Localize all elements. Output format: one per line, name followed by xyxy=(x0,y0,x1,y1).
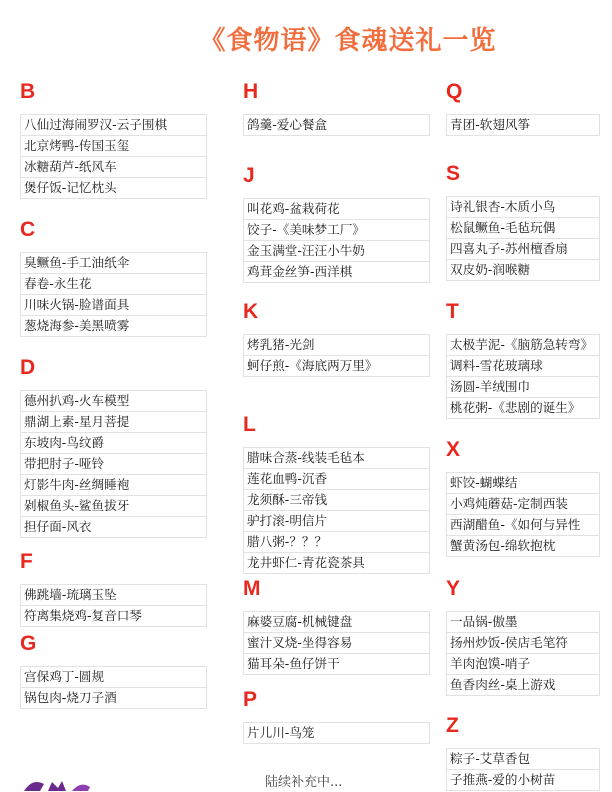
section-K xyxy=(243,300,430,377)
section-Y xyxy=(446,577,600,696)
list-item: 川味火锅-脸谱面具 xyxy=(21,295,206,316)
section-letter: Z xyxy=(446,714,459,737)
section-G xyxy=(20,632,207,709)
section-letter: Q xyxy=(446,80,463,103)
section-X xyxy=(446,438,600,557)
list-item: 粽子-艾草香包 xyxy=(447,749,599,770)
list-item: 鼎湖上素-星月菩提 xyxy=(21,412,206,433)
item-list xyxy=(446,196,600,281)
list-item: 德州扒鸡-火车模型 xyxy=(21,391,206,412)
list-item: 腊八粥-？？？ xyxy=(244,532,429,553)
item-list xyxy=(243,447,430,574)
item-list xyxy=(20,114,207,199)
list-item: 双皮奶-润喉糖 xyxy=(450,262,531,277)
list-item: 桃花粥-《悲剧的诞生》 xyxy=(450,400,581,415)
list-item: 带把肘子-哑铃 xyxy=(21,454,206,475)
list-item: 锅包肉-烧刀子酒 xyxy=(24,690,117,705)
section-letter: S xyxy=(446,162,461,185)
list-item: 烤乳猪-光剑 xyxy=(244,335,429,356)
list-item: 太极芋泥-《脑筋急转弯》 xyxy=(447,335,599,356)
item-list xyxy=(446,472,600,557)
section-S xyxy=(446,162,600,281)
section-letter: B xyxy=(20,80,36,103)
item-list xyxy=(446,114,600,136)
list-item: 扬州炒饭-侯店毛笔符 xyxy=(447,633,599,654)
footer-note: 陆续补充中... xyxy=(265,775,343,790)
list-item: 葱烧海参-美黑喷雾 xyxy=(24,318,130,333)
list-item: 蚵仔煎-《海底两万里》 xyxy=(247,358,378,373)
list-item: 猫耳朵-鱼仔饼干 xyxy=(247,656,340,671)
list-item: 虾饺-蝴蝶结 xyxy=(447,473,599,494)
item-list xyxy=(20,252,207,337)
section-letter: L xyxy=(243,413,256,436)
section-letter: M xyxy=(243,577,261,600)
section-letter: X xyxy=(446,438,461,461)
list-item: 蜜汁叉烧-坐得容易 xyxy=(244,633,429,654)
list-item: 鸽羹-爱心餐盒 xyxy=(247,117,328,132)
item-list xyxy=(243,198,430,283)
list-item: 东坡肉-鸟纹爵 xyxy=(21,433,206,454)
list-item: 剁椒鱼头-鲨鱼拔牙 xyxy=(21,496,206,517)
list-item: 一品锅-傲墨 xyxy=(447,612,599,633)
list-item: 腊味合蒸-线装毛毡本 xyxy=(244,448,429,469)
list-item: 佛跳墙-琉璃玉坠 xyxy=(21,585,206,606)
item-list xyxy=(20,390,207,538)
list-item: 符离集烧鸡-复音口琴 xyxy=(24,608,142,623)
list-item: 龙须酥-三帝钱 xyxy=(244,490,429,511)
section-letter: P xyxy=(243,688,258,711)
item-list xyxy=(446,611,600,696)
list-item: 片儿川-鸟笼 xyxy=(247,725,315,740)
list-item: 调料-雪花玻璃球 xyxy=(447,356,599,377)
list-item: 松鼠鳜鱼-毛毡玩偶 xyxy=(447,218,599,239)
list-item: 羊肉泡馍-哨子 xyxy=(447,654,599,675)
item-list xyxy=(446,334,600,419)
list-item: 煲仔饭-记忆枕头 xyxy=(24,180,117,195)
section-letter: Y xyxy=(446,577,461,600)
page-title: 《食物语》食魂送礼一览 xyxy=(199,26,497,56)
section-F xyxy=(20,550,207,627)
list-item: 四喜丸子-苏州檀香扇 xyxy=(447,239,599,260)
logo-icon xyxy=(22,778,142,792)
list-item: 叫花鸡-盆栽荷花 xyxy=(244,199,429,220)
section-Z xyxy=(446,714,600,791)
section-H xyxy=(243,80,430,136)
list-item: 子推燕-爱的小树苗 xyxy=(450,772,556,787)
section-letter: H xyxy=(243,80,259,103)
list-item: 龙井虾仁-青花瓷茶具 xyxy=(247,555,365,570)
list-item: 臭鳜鱼-手工油纸伞 xyxy=(21,253,206,274)
item-list xyxy=(243,722,430,744)
section-L xyxy=(243,413,430,574)
item-list xyxy=(243,334,430,377)
list-item: 驴打滚-明信片 xyxy=(244,511,429,532)
list-item: 八仙过海闹罗汉-云子围棋 xyxy=(21,115,206,136)
section-M xyxy=(243,577,430,675)
item-list xyxy=(243,114,430,136)
section-Q xyxy=(446,80,600,136)
list-item: 小鸡炖蘑菇-定制西装 xyxy=(447,494,599,515)
list-item: 宫保鸡丁-圆规 xyxy=(21,667,206,688)
section-letter: C xyxy=(20,218,36,241)
item-list xyxy=(446,748,600,791)
list-item: 青团-软翅风筝 xyxy=(450,117,531,132)
section-letter: J xyxy=(243,164,255,187)
list-item: 麻婆豆腐-机械键盘 xyxy=(244,612,429,633)
list-item: 饺子-《美味梦工厂》 xyxy=(244,220,429,241)
list-item: 春卷-永生花 xyxy=(21,274,206,295)
section-C xyxy=(20,218,207,337)
list-item: 北京烤鸭-传国玉玺 xyxy=(21,136,206,157)
list-item: 灯影牛肉-丝绸睡袍 xyxy=(21,475,206,496)
list-item: 汤圆-羊绒围巾 xyxy=(447,377,599,398)
item-list xyxy=(20,666,207,709)
list-item: 西湖醋鱼-《如何与异性 xyxy=(447,515,599,536)
section-letter: F xyxy=(20,550,33,573)
list-item: 冰糖葫芦-纸风车 xyxy=(21,157,206,178)
list-item: 鱼香肉丝-桌上游戏 xyxy=(450,677,556,692)
item-list xyxy=(20,584,207,627)
list-item: 鸡茸金丝笋-西洋棋 xyxy=(247,264,353,279)
section-J xyxy=(243,164,430,283)
list-item: 金玉满堂-汪汪小牛奶 xyxy=(244,241,429,262)
section-B xyxy=(20,80,207,199)
section-letter: D xyxy=(20,356,36,379)
list-item: 蟹黄汤包-绵软抱枕 xyxy=(450,538,556,553)
list-item: 诗礼银杏-木质小鸟 xyxy=(447,197,599,218)
section-letter: T xyxy=(446,300,459,323)
section-T xyxy=(446,300,600,419)
item-list xyxy=(243,611,430,675)
section-D xyxy=(20,356,207,538)
list-item: 莲花血鸭-沉香 xyxy=(244,469,429,490)
section-letter: G xyxy=(20,632,37,655)
section-letter: K xyxy=(243,300,259,323)
list-item: 担仔面-风衣 xyxy=(24,519,92,534)
section-P xyxy=(243,688,430,744)
